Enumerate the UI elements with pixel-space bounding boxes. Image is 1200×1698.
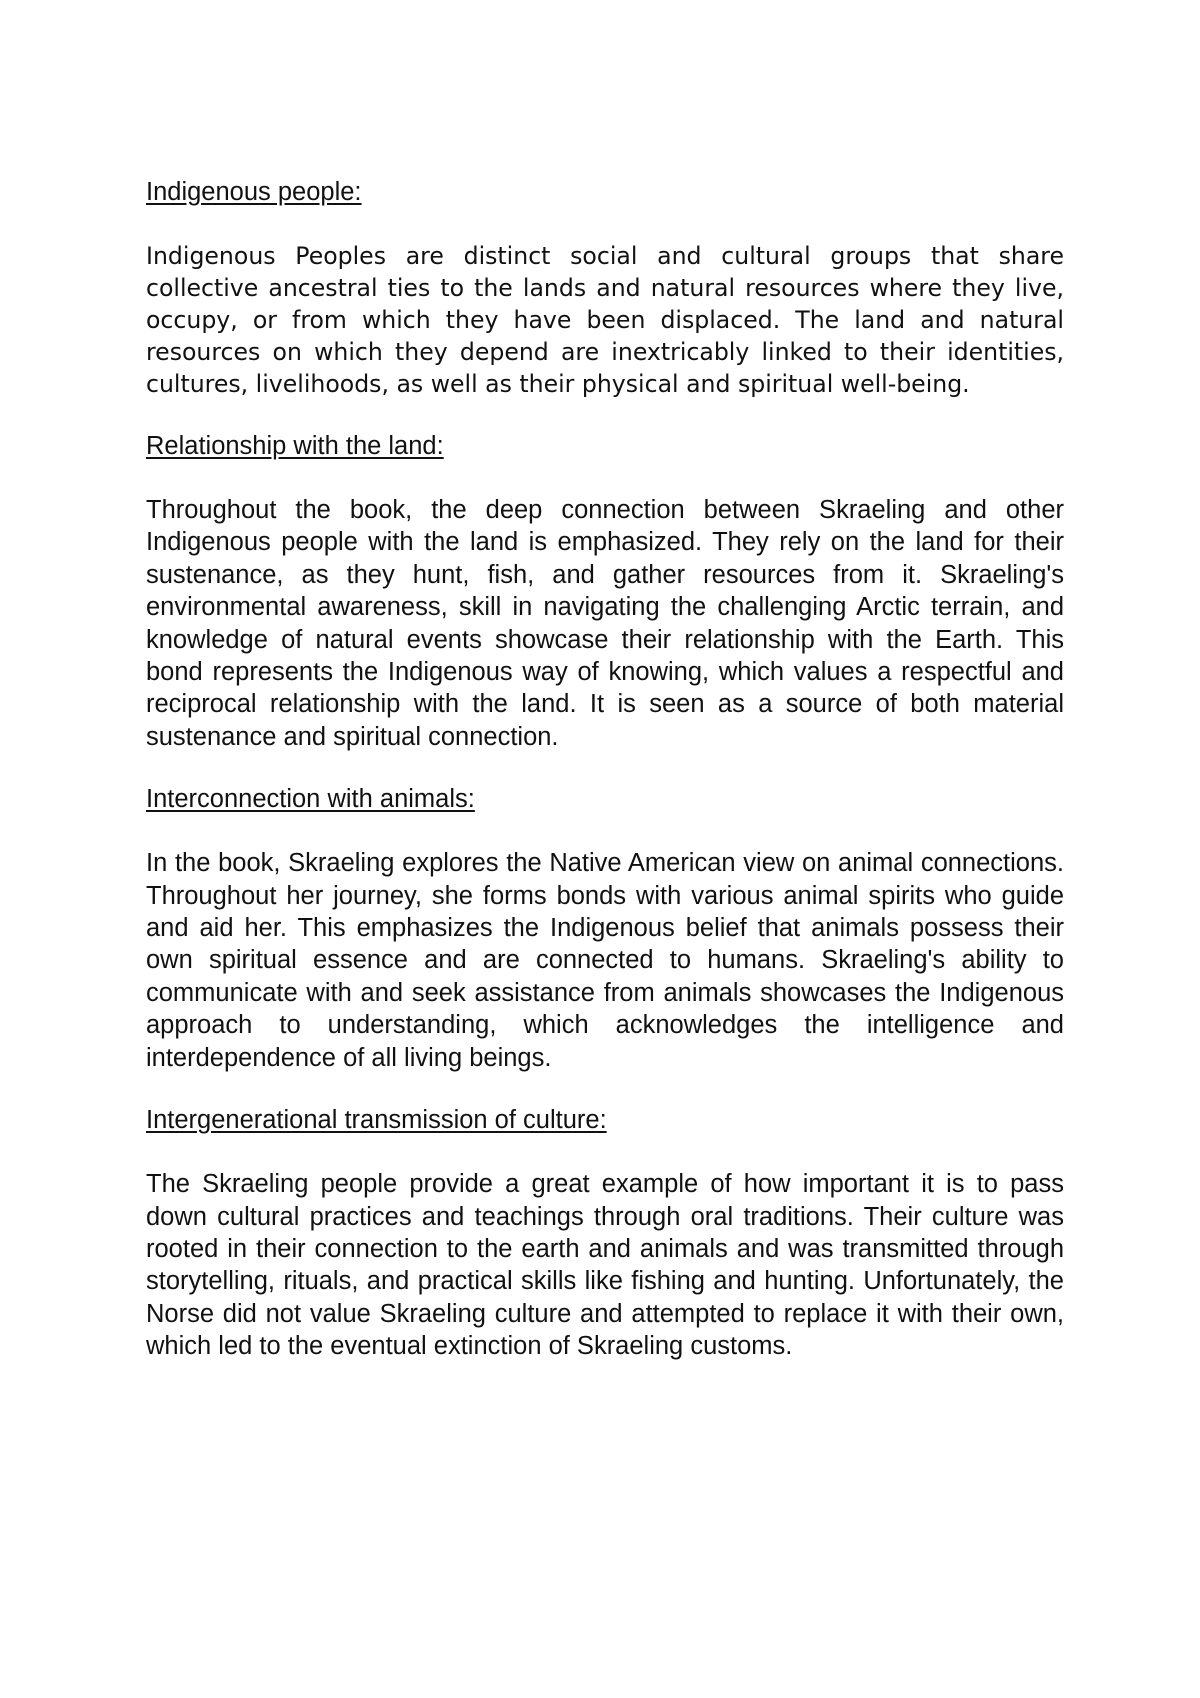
section-paragraph-indigenous-people: Indigenous Peoples are distinct social and cultural groups that share collective ancestral ties to the lands and natural resources where they live, occupy, or from which they have been displaced. The land and natural resources on which they depend are inextricably linked to their identities, cultures, livelihoods, as well as their physical and spiritual well-being.: [146, 242, 1064, 398]
section-paragraph-interconnection-with-animals: In the book, Skraeling explores the Native American view on animal connections. Throughout her journey, she forms bonds with various animal spirits who guide and aid her. This emphasizes the Indigenous belief that animals possess their own spiritual essence and are connected to humans. Skraeling's ability to communicate with and seek assistance from animals showcases the Indigenous approach to understanding, which acknowledges the intelligence and interdependence of all living beings.: [146, 849, 1064, 1072]
section-heading-relationship-with-land: Relationship with the land:: [146, 432, 444, 460]
section-heading-indigenous-people: Indigenous people:: [146, 178, 362, 206]
section-paragraph-intergenerational-transmission: The Skraeling people provide a great example of how important it is to pass down cultural practices and teachings through oral traditions. Their culture was rooted in their connection to the earth and animals and was transmitted through storytelling, rituals, and practical skills like fishing and hunting. Unfortunately, the Norse did not value Skraeling culture and attempted to replace it with their own, which led to the eventual extinction of Skraeling customs.: [146, 1170, 1064, 1361]
section-heading-intergenerational-transmission: Intergenerational transmission of culture:: [146, 1106, 607, 1135]
section-paragraph-relationship-with-land: Throughout the book, the deep connection between Skraeling and other Indigenous people with the land is emphasized. They rely on the land for their sustenance, as they hunt, fish, and gather resources from it. Skraeling's environmental awareness, skill in navigating the challenging Arctic terrain, and knowledge of natural events showcase their relationship with the Earth. This bond represents the Indigenous way of knowing, which values a respectful and reciprocal relationship with the land. It is seen as a source of both material sustenance and spiritual connection.: [146, 496, 1064, 751]
section-heading-interconnection-with-animals: Interconnection with animals:: [146, 785, 475, 814]
document-body: [146, 176, 1064, 1393]
